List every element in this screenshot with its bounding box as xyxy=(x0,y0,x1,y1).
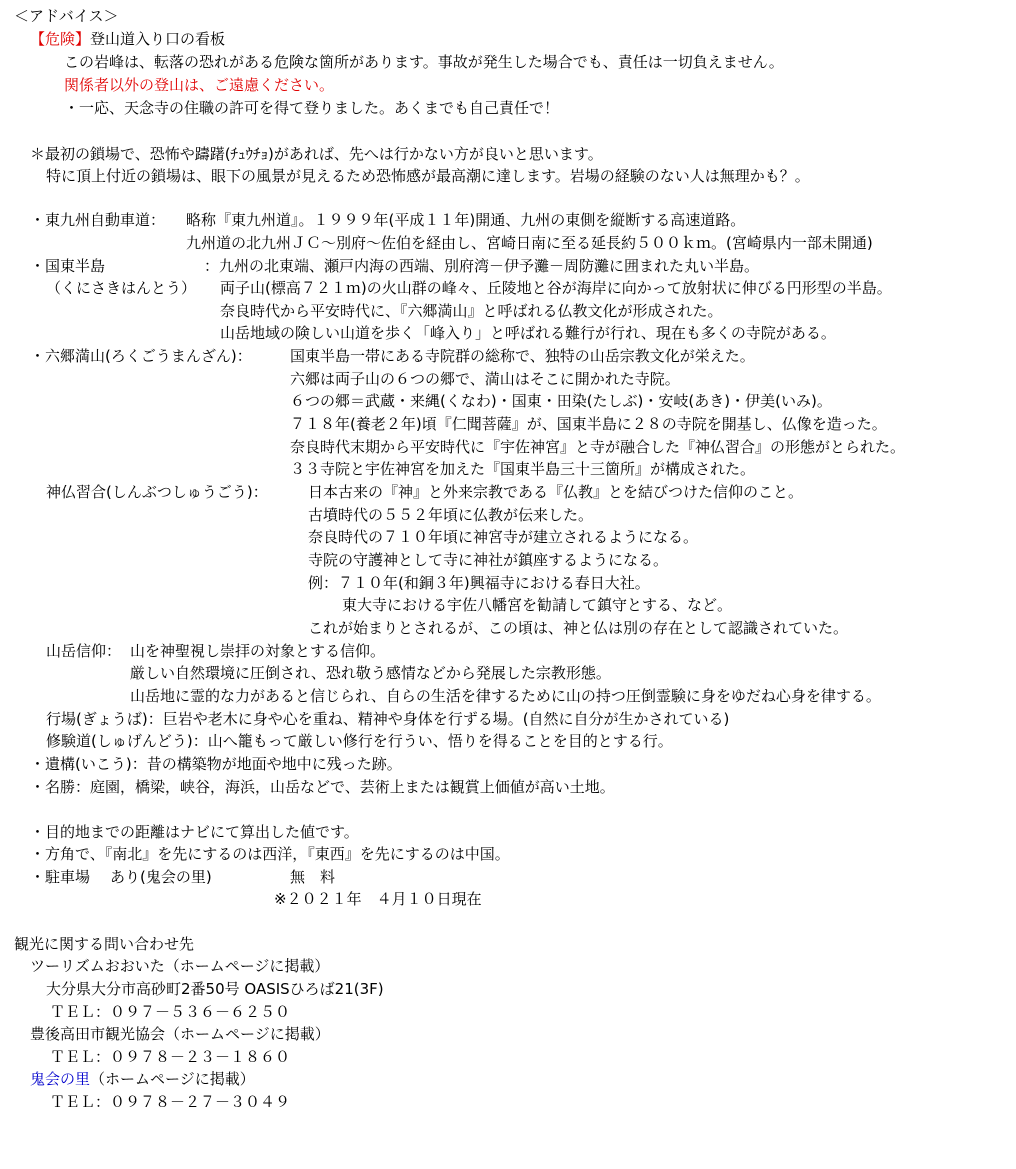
note-line-1: ＊最初の鎖場で、恐怖や躊躇(ﾁｭｳﾁｮ)があれば、先へは行かない方が良いと思います。 xyxy=(30,145,603,163)
higashi-kyushu-term: ・東九州自動車道： xyxy=(30,211,166,229)
gyoba-line: 行場(ぎょうば)：巨岩や老木に身や心を重ね、精神や身体を行ずる場。(自然に自分が生かされている) xyxy=(46,710,730,728)
sign-text-3: ・一応、天念寺の住職の許可を得て登りました。あくまでも自己責任で！ xyxy=(64,99,560,117)
onie-suffix: （ホームページに掲載） xyxy=(90,1070,255,1088)
tourism-oita-name: ツーリズムおおいた（ホームページに掲載） xyxy=(30,957,330,975)
kunisaki-line-1: ：九州の北東端、瀬戸内海の西端、別府湾－伊予灘－周防灘に囲まれた丸い半島。 xyxy=(204,257,760,275)
higashi-kyushu-line-2: 九州道の北九州ＪＣ～別府～佐伯を経由し、宮崎日南に至る延長約５００ｋｍ。(宮崎県内一部未開通) xyxy=(186,234,873,252)
shinbutsu-line-5: 例：７１０年(和銅３年)興福寺における春日大社。 xyxy=(308,574,650,592)
sangaku-line-1: 山を神聖視し崇拝の対象とする信仰。 xyxy=(130,642,386,660)
direction-note: ・方角で、『南北』を先にするのは西洋，『東西』を先にするのは中国。 xyxy=(30,845,510,863)
sign-title: 登山道入り口の看板 xyxy=(90,30,226,48)
meisho-line: ・名勝：庭園，橋梁，峡谷，海浜，山岳などで、芸術上または観賞上価値が高い土地。 xyxy=(30,778,615,796)
distance-note: ・目的地までの距離はナビにて算出した値です。 xyxy=(30,823,359,841)
shinbutsu-line-4: 寺院の守護神として寺に神社が鎮座するようになる。 xyxy=(308,551,669,569)
note-line-2: 特に頂上付近の鎖場は、眼下の風景が見えるため恐怖感が最高潮に達します。岩場の経験のない人は無理かも？。 xyxy=(46,167,810,185)
rokugo-line-4: ７１８年(養老２年)頃『仁聞菩薩』が、国東半島に２８の寺院を開基し、仏像を造った。 xyxy=(290,415,887,433)
shugendo-line: 修験道(しゅげんどう)：山へ籠もって厳しい修行を行うい、悟りを得ることを目的とする行。 xyxy=(46,732,673,750)
kunisaki-reading: （くにさきはんとう） xyxy=(46,279,197,297)
shinbutsu-line-7: これが始まりとされるが、この頃は、神と仏は別の存在として認識されていた。 xyxy=(308,619,849,637)
sangaku-term: 山岳信仰： xyxy=(46,642,122,660)
shinbutsu-line-6: 東大寺における宇佐八幡宮を勧請して鎮守とする、など。 xyxy=(342,596,733,614)
shinbutsu-line-3: 奈良時代の７１０年頃に神宮寺が建立されるようになる。 xyxy=(308,528,699,546)
rokugo-line-1: 国東半島一帯にある寺院群の総称で、独特の山岳宗教文化が栄えた。 xyxy=(290,347,755,365)
shinbutsu-term: 神仏習合(しんぶつしゅうごう)： xyxy=(46,483,268,501)
sign-text-2: 関係者以外の登山は、ご遠慮ください。 xyxy=(64,76,335,94)
sign-line xyxy=(30,29,225,49)
as-of-date: ※２０２１年 ４月１０日現在 xyxy=(274,890,482,908)
sangaku-line-3: 山岳地に霊的な力があると信じられ、自らの生活を律するために山の持つ圧倒霊験に身をゆだね心身を律する。 xyxy=(130,687,881,705)
parking-value: あり(鬼会の里) xyxy=(110,868,212,886)
kunisaki-line-3: 奈良時代から平安時代に、『六郷満山』と呼ばれる仏教文化が形成された。 xyxy=(220,302,723,320)
onie-line xyxy=(30,1069,255,1089)
tourism-oita-tel: ＴＥＬ：０９７－５３６－６２５０ xyxy=(50,1003,291,1021)
danger-tag: 【危険】 xyxy=(30,30,91,48)
kunisaki-term: ・国東半島 xyxy=(30,257,106,275)
advice-heading: ＜アドバイス＞ xyxy=(14,7,119,25)
rokugo-line-6: ３３寺院と宇佐神宮を加えた『国東半島三十三箇所』が構成された。 xyxy=(290,460,756,478)
onie-name: 鬼会の里 xyxy=(30,1070,91,1088)
parking-fee: 無 料 xyxy=(290,868,336,886)
tourism-oita-address: 大分県大分市高砂町2番50号 OASISひろば21(3F) xyxy=(46,980,384,998)
sign-text-1: この岩峰は、転落の恐れがある危険な箇所があります。事故が発生した場合でも、責任は一切負えません。 xyxy=(64,53,784,71)
parking-label: ・駐車場 xyxy=(30,868,91,886)
shinbutsu-line-1: 日本古来の『神』と外来宗教である『仏教』とを結びつけた信仰のこと。 xyxy=(308,483,804,501)
rokugo-line-2: 六郷は両子山の６つの郷で、満山はそこに開かれた寺院。 xyxy=(290,370,680,388)
contacts-heading: 観光に関する問い合わせ先 xyxy=(14,935,195,953)
higashi-kyushu-line-1: 略称『東九州道』。１９９９年(平成１１年)開通、九州の東側を縦断する高速道路。 xyxy=(186,211,746,229)
bungo-name: 豊後高田市観光協会（ホームページに掲載） xyxy=(30,1025,330,1043)
kunisaki-line-4: 山岳地域の険しい山道を歩く「峰入り」と呼ばれる難行が行れ、現在も多くの寺院がある。 xyxy=(220,324,836,342)
rokugo-line-5: 奈良時代末期から平安時代に『宇佐神宮』と寺が融合した『神仏習合』の形態がとられた。 xyxy=(290,438,906,456)
shinbutsu-line-2: 古墳時代の５５２年頃に仏教が伝来した。 xyxy=(308,506,594,524)
sangaku-line-2: 厳しい自然環境に圧倒され、恐れ敬う感情などから発展した宗教形態。 xyxy=(130,664,611,682)
rokugo-term: ・六郷満山(ろくごうまんざん)： xyxy=(30,347,252,365)
kunisaki-line-2: 両子山(標高７２１ｍ)の火山群の峰々、丘陵地と谷が海岸に向かって放射状に伸びる円形型の半島。 xyxy=(220,279,892,297)
iko-line: ・遺構(いこう)：昔の構築物が地面や地中に残った跡。 xyxy=(30,755,402,773)
onie-tel: ＴＥＬ：０９７８－２７－３０４９ xyxy=(50,1093,291,1111)
rokugo-line-3: ６つの郷＝武蔵・来縄(くなわ)・国東・田染(たしぶ)・安岐(あき)・伊美(いみ)。 xyxy=(290,392,832,410)
bungo-tel: ＴＥＬ：０９７８－２３－１８６０ xyxy=(50,1048,291,1066)
